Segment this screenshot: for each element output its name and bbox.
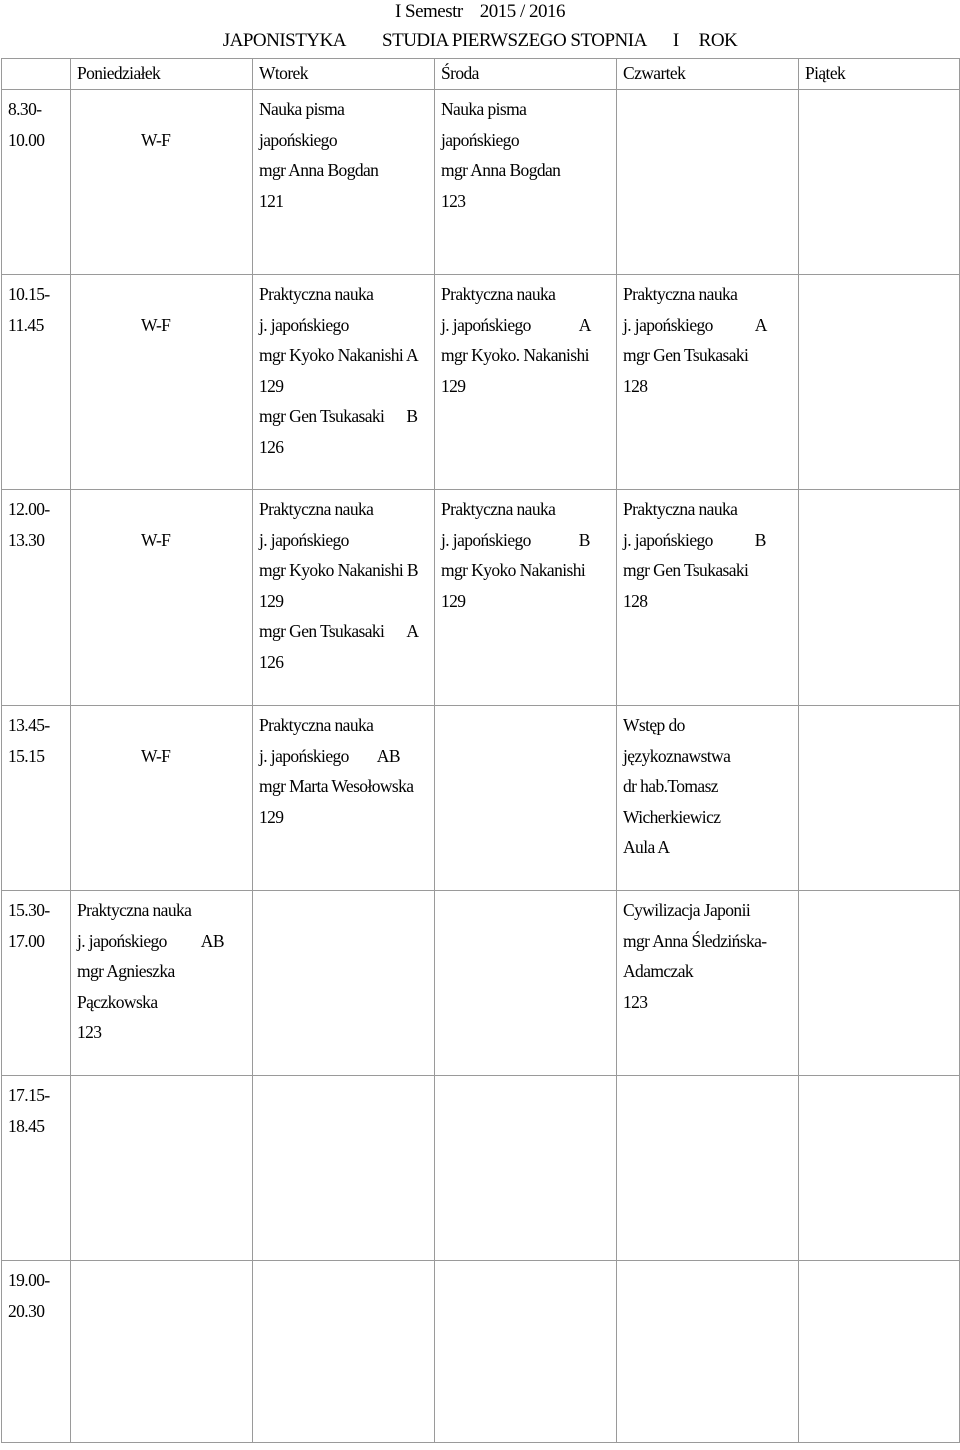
- teacher-name: mgr Kyoko Nakanishi: [441, 560, 586, 581]
- class-cell-wednesday: [435, 891, 617, 1076]
- class-cell-thursday: [617, 891, 799, 1076]
- room-number: 129: [441, 375, 466, 396]
- teacher-name: mgr Kyoko. Nakanishi: [441, 345, 589, 366]
- time-slot-row: [2, 1261, 960, 1443]
- class-cell-tuesday: [253, 490, 435, 706]
- class-cell-wednesday: [435, 90, 617, 275]
- class-cell-tuesday: [253, 275, 435, 490]
- day-header: Środa: [435, 59, 617, 90]
- time-end: 20.30: [8, 1300, 45, 1321]
- teacher-name: Pączkowska: [77, 991, 158, 1012]
- time-cell: [2, 706, 71, 891]
- class-name: Praktyczna nauka: [259, 284, 374, 304]
- teacher-name: mgr Kyoko Nakanishi B: [259, 560, 418, 581]
- class-group-line: [623, 310, 798, 341]
- class-cell-tuesday: [253, 1261, 435, 1443]
- class-cell-monday: [71, 490, 253, 706]
- group-label: A: [578, 314, 591, 335]
- time-end: 11.45: [8, 314, 44, 335]
- class-cell-monday: [71, 90, 253, 275]
- class-cell-friday: [799, 275, 960, 490]
- class-name: j. japońskiego: [623, 314, 713, 335]
- class-group-line: [441, 525, 616, 556]
- time-end: 10.00: [8, 129, 45, 150]
- teacher-name: mgr Anna Bogdan: [259, 160, 379, 181]
- class-cell-wednesday: [435, 1261, 617, 1443]
- class-group-line: [623, 525, 798, 556]
- class-name: j. japońskiego: [623, 529, 713, 550]
- class-cell-thursday: [617, 1261, 799, 1443]
- class-name: językoznawstwa: [623, 745, 731, 766]
- program-title: [0, 29, 960, 53]
- class-name: Nauka pisma: [259, 99, 345, 119]
- group-label: AB: [200, 930, 224, 951]
- day-header: Czwartek: [617, 59, 799, 90]
- time-start: 10.15-: [8, 284, 50, 304]
- teacher-group-line: [259, 616, 434, 647]
- class-cell-thursday: [617, 490, 799, 706]
- class-cell-friday: [799, 891, 960, 1076]
- time-cell: [2, 1076, 71, 1261]
- time-start: 15.30-: [8, 900, 50, 920]
- class-name: Praktyczna nauka: [441, 499, 556, 519]
- class-cell-tuesday: [253, 891, 435, 1076]
- time-slot-row: [2, 891, 960, 1076]
- teacher-name: mgr Anna Bogdan: [441, 160, 561, 181]
- day-header: Piątek: [799, 59, 960, 90]
- class-cell-thursday: [617, 90, 799, 275]
- class-cell-friday: [799, 1076, 960, 1261]
- class-cell-tuesday: [253, 1076, 435, 1261]
- group-label: B: [406, 406, 418, 427]
- class-name: Cywilizacja Japonii: [623, 900, 751, 920]
- room-number: 129: [259, 375, 284, 396]
- class-cell-friday: [799, 1261, 960, 1443]
- room-number: 123: [441, 190, 466, 211]
- room-number: 126: [259, 651, 284, 672]
- year-word: ROK: [698, 30, 738, 51]
- class-name: Nauka pisma: [441, 99, 527, 119]
- room-number: 128: [623, 375, 648, 396]
- time-cell: [2, 490, 71, 706]
- day-header: Wtorek: [253, 59, 435, 90]
- class-cell-tuesday: [253, 706, 435, 891]
- room-number: 126: [259, 436, 284, 457]
- class-cell-monday: [71, 891, 253, 1076]
- class-name: japońskiego: [441, 129, 519, 150]
- group-label: AB: [376, 745, 400, 766]
- time-slot-row: [2, 275, 960, 490]
- time-slot-row: [2, 490, 960, 706]
- class-name: j. japońskiego: [77, 930, 167, 951]
- class-line: [77, 494, 252, 525]
- class-line: [77, 710, 252, 741]
- time-cell: [2, 90, 71, 275]
- teacher-name: mgr Gen Tsukasaki: [259, 406, 385, 427]
- program-name: JAPONISTYKA: [222, 30, 347, 51]
- class-cell-wednesday: [435, 490, 617, 706]
- room-number: 129: [259, 806, 284, 827]
- teacher-name: Wicherkiewicz: [623, 806, 721, 827]
- room-number: 129: [259, 590, 284, 611]
- room-number: 128: [623, 590, 648, 611]
- time-end: 18.45: [8, 1115, 45, 1136]
- teacher-name: mgr Gen Tsukasaki: [623, 560, 749, 581]
- class-name: Praktyczna nauka: [441, 284, 556, 304]
- teacher-name: mgr Kyoko Nakanishi A: [259, 345, 418, 366]
- class-cell-friday: [799, 490, 960, 706]
- time-start: 8.30-: [8, 99, 42, 119]
- time-slot-row: [2, 90, 960, 275]
- room-number: 123: [77, 1022, 102, 1043]
- group-label: A: [406, 621, 419, 642]
- class-name: Praktyczna nauka: [623, 499, 738, 519]
- class-cell-monday: [71, 1261, 253, 1443]
- class-cell-wednesday: [435, 706, 617, 891]
- class-line: [77, 94, 252, 125]
- group-label: B: [578, 529, 590, 550]
- time-cell: [2, 891, 71, 1076]
- class-cell-friday: [799, 706, 960, 891]
- teacher-name: Adamczak: [623, 961, 694, 982]
- class-name: Praktyczna nauka: [623, 284, 738, 304]
- time-start: 17.15-: [8, 1085, 50, 1105]
- teacher-name: mgr Marta Wesołowska: [259, 776, 414, 797]
- study-level: STUDIA PIERWSZEGO STOPNIA: [382, 30, 647, 51]
- semester-title: I Semestr 2015 / 2016: [394, 1, 566, 22]
- year-roman: I: [672, 30, 679, 51]
- teacher-group-line: [259, 401, 434, 432]
- class-name: Wstęp do: [623, 715, 685, 735]
- teacher-name: mgr Gen Tsukasaki: [623, 345, 749, 366]
- class-name: Praktyczna nauka: [259, 499, 374, 519]
- teacher-name: dr hab.Tomasz: [623, 776, 718, 797]
- time-slot-row: [2, 1076, 960, 1261]
- class-cell-monday: [71, 706, 253, 891]
- teacher-name: mgr Anna Śledzińska-: [623, 930, 767, 951]
- class-cell-monday: [71, 1076, 253, 1261]
- class-name: Praktyczna nauka: [259, 715, 374, 735]
- class-name: j. japońskiego: [259, 529, 349, 550]
- time-end: 17.00: [8, 930, 45, 951]
- class-name: W-F: [141, 529, 171, 550]
- class-cell-tuesday: [253, 90, 435, 275]
- class-name: W-F: [141, 314, 171, 335]
- group-label: A: [754, 314, 767, 335]
- class-cell-thursday: [617, 275, 799, 490]
- room-number: Aula A: [623, 837, 670, 858]
- class-cell-thursday: [617, 706, 799, 891]
- class-line: [77, 279, 252, 310]
- class-name: j. japońskiego: [441, 529, 531, 550]
- class-name: W-F: [141, 129, 171, 150]
- teacher-name: mgr Agnieszka: [77, 961, 175, 982]
- group-label: B: [754, 529, 766, 550]
- class-cell-wednesday: [435, 275, 617, 490]
- class-cell-thursday: [617, 1076, 799, 1261]
- time-start: 13.45-: [8, 715, 50, 735]
- class-cell-wednesday: [435, 1076, 617, 1261]
- class-group-line: [259, 741, 434, 772]
- teacher-name: mgr Gen Tsukasaki: [259, 621, 385, 642]
- class-group-line: [77, 926, 252, 957]
- class-cell-friday: [799, 90, 960, 275]
- room-number: 123: [623, 991, 648, 1012]
- class-cell-monday: [71, 275, 253, 490]
- schedule-table: [1, 58, 960, 1443]
- corner-cell: [2, 59, 71, 90]
- class-name: j. japońskiego: [259, 745, 349, 766]
- class-name: j. japońskiego: [441, 314, 531, 335]
- day-header: Poniedziałek: [71, 59, 253, 90]
- room-number: 129: [441, 590, 466, 611]
- time-start: 12.00-: [8, 499, 50, 519]
- time-start: 19.00-: [8, 1270, 50, 1290]
- header-row: [2, 59, 960, 90]
- class-name: j. japońskiego: [259, 314, 349, 335]
- class-name: Praktyczna nauka: [77, 900, 192, 920]
- time-cell: [2, 1261, 71, 1443]
- room-number: 121: [259, 190, 284, 211]
- class-name: japońskiego: [259, 129, 337, 150]
- time-end: 13.30: [8, 529, 45, 550]
- time-end: 15.15: [8, 745, 45, 766]
- class-name: W-F: [141, 745, 171, 766]
- class-group-line: [441, 310, 616, 341]
- time-slot-row: [2, 706, 960, 891]
- time-cell: [2, 275, 71, 490]
